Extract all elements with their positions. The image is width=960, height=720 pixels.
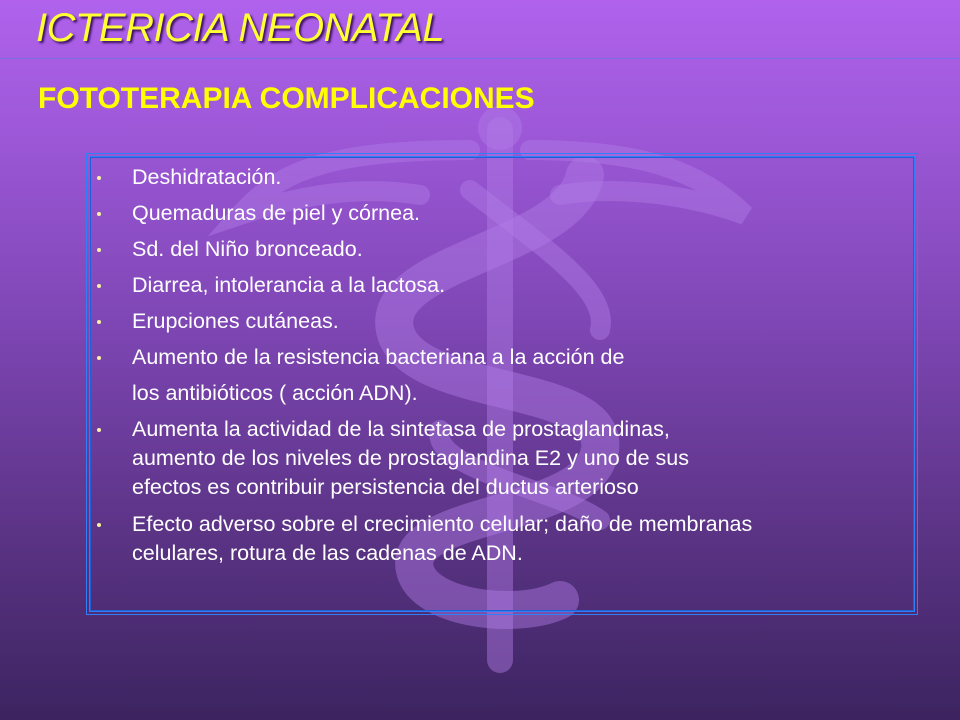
list-item: [94, 235, 914, 264]
bullet-text: aumento de los niveles de prostaglandina E2 y uno de sus: [132, 446, 689, 470]
slide-title: ICTERICIA NEONATAL: [36, 6, 445, 50]
bullet-icon: [97, 356, 101, 360]
title-divider: [0, 58, 960, 59]
list-item: [94, 271, 914, 300]
bullet-icon: [97, 212, 101, 216]
list-item: [94, 343, 914, 408]
bullet-text: Deshidratación.: [132, 165, 282, 189]
bullet-icon: [97, 320, 101, 324]
list-item: [94, 415, 914, 502]
bullet-icon: [97, 248, 101, 252]
bullet-text: Diarrea, intolerancia a la lactosa.: [132, 273, 446, 297]
bullet-icon: [97, 523, 101, 527]
list-item: [94, 163, 914, 192]
bullet-text: los antibióticos ( acción ADN).: [132, 381, 418, 405]
bullet-text: Erupciones cutáneas.: [132, 309, 339, 333]
bullet-icon: [97, 176, 101, 180]
bullet-icon: [97, 284, 101, 288]
bullet-text: efectos es contribuir persistencia del ductus arterioso: [132, 475, 639, 499]
list-item: [94, 307, 914, 336]
bullet-text: celulares, rotura de las cadenas de ADN.: [132, 541, 523, 565]
list-item: [94, 510, 914, 568]
bullet-text: Quemaduras de piel y córnea.: [132, 201, 421, 225]
bullet-text: Sd. del Niño bronceado.: [132, 237, 363, 261]
bullet-icon: [97, 428, 101, 432]
bullet-list: [94, 163, 914, 575]
bullet-text: Aumento de la resistencia bacteriana a la acción de: [132, 345, 625, 369]
slide-subtitle: FOTOTERAPIA COMPLICACIONES: [38, 82, 535, 115]
list-item: [94, 199, 914, 228]
bullet-text: Efecto adverso sobre el crecimiento celular; daño de membranas: [132, 512, 753, 536]
bullet-text: Aumenta la actividad de la sintetasa de prostaglandinas,: [132, 417, 670, 441]
